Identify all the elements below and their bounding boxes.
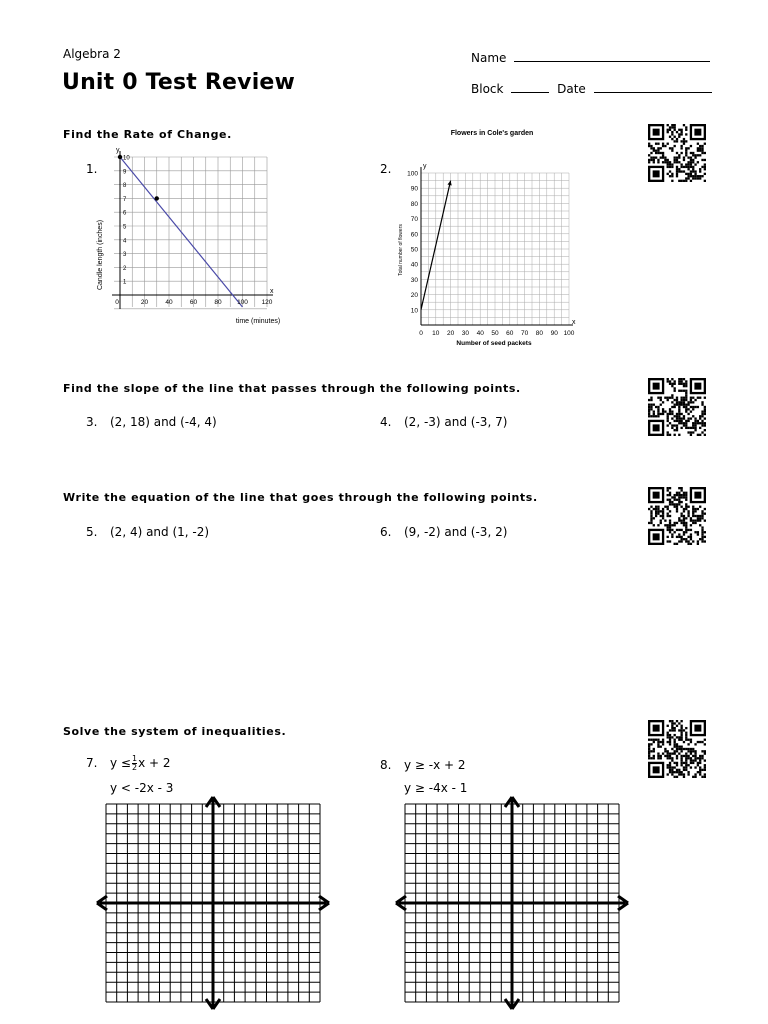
flowers-chart-xlabel: Number of seed packets (456, 340, 532, 347)
candle-chart-y-letter: y (116, 147, 120, 154)
candle-chart-marks (118, 155, 243, 307)
y-tick-label: 40 (410, 261, 418, 269)
y-tick-label: 2 (123, 265, 127, 272)
section-rate-of-change: Find the Rate of Change. (63, 128, 232, 141)
candle-chart-axes (112, 151, 273, 309)
x-tick-label: 40 (165, 299, 173, 306)
x-tick-label: 70 (520, 330, 529, 337)
problem-8-number: 8. (380, 758, 392, 772)
y-tick-label: 5 (123, 224, 127, 231)
y-tick-label: 10 (410, 307, 418, 315)
y-tick-label: 60 (410, 231, 418, 239)
flowers-chart-marks (421, 181, 452, 310)
section-system: Solve the system of inequalities. (63, 725, 287, 738)
block-date-row (471, 80, 712, 96)
data-point (118, 155, 122, 159)
y-tick-label: 50 (410, 246, 418, 254)
problem-7-fraction (132, 755, 137, 772)
name-blank[interactable] (514, 49, 710, 62)
problem-1-number: 1. (86, 162, 98, 176)
problem-7-number: 7. (86, 756, 98, 770)
x-tick-label: 100 (237, 299, 248, 306)
problem-8-line2: y ≥ -4x - 1 (404, 781, 468, 795)
candle-chart-tick-labels (115, 156, 273, 307)
y-tick-label: 80 (410, 200, 418, 208)
y-tick-label: 9 (123, 169, 127, 176)
x-tick-label: 100 (563, 330, 575, 337)
x-tick-label: 120 (261, 299, 273, 306)
page-title: Unit 0 Test Review (62, 70, 296, 95)
section-slope: Find the slope of the line that passes through the following points. (63, 382, 521, 395)
flowers-chart-y-letter: y (423, 163, 427, 170)
problem-7-line2: y < -2x - 3 (110, 781, 174, 795)
name-label: Name (471, 51, 507, 65)
flowers-chart-ylabel: Total number of flowers (398, 224, 404, 276)
y-tick-label: 4 (123, 238, 127, 245)
date-label: Date (557, 82, 586, 96)
date-blank[interactable] (594, 80, 712, 93)
problem-7-line1 (86, 755, 171, 772)
y-tick-label: 6 (123, 210, 127, 217)
y-tick-label: 20 (410, 292, 418, 300)
flowers-chart-tick-labels (407, 171, 575, 338)
y-tick-label: 1 (123, 279, 127, 286)
flowers-chart-grid (421, 173, 569, 325)
data-point (155, 196, 159, 200)
candle-chart-ylabel: Candle length (inches) (97, 219, 104, 291)
problem-4-number: 4. (380, 415, 392, 429)
course-name: Algebra 2 (63, 47, 121, 61)
problem-6-number: 6. (380, 525, 392, 539)
x-tick-label: 20 (446, 330, 455, 337)
coordinate-grid-8[interactable] (395, 796, 629, 1010)
problem-3-number: 3. (86, 415, 98, 429)
arrow-head (447, 181, 451, 186)
candle-chart-grid (114, 157, 267, 309)
problem-5-number: 5. (86, 525, 98, 539)
x-tick-label: 0 (115, 299, 119, 306)
x-tick-label: 60 (189, 299, 198, 306)
candle-chart (90, 145, 280, 325)
qr-code-icon[interactable] (648, 378, 706, 436)
name-row (471, 49, 710, 65)
block-blank[interactable] (511, 80, 549, 93)
coordinate-grid-7[interactable] (96, 796, 330, 1010)
x-tick-label: 30 (461, 330, 470, 337)
flowers-chart-axes (421, 167, 573, 325)
y-tick-label: 10 (123, 155, 130, 162)
y-tick-label: 3 (123, 252, 127, 259)
candle-chart-xlabel: time (minutes) (235, 318, 280, 325)
problem-2-number: 2. (380, 162, 392, 176)
block-label: Block (471, 82, 504, 96)
flowers-chart-x-letter: x (572, 319, 576, 326)
problem-6 (380, 525, 507, 539)
problem-4-text: (2, -3) and (-3, 7) (404, 415, 508, 429)
y-tick-label: 90 (410, 185, 418, 193)
y-tick-label: 8 (123, 183, 127, 190)
qr-code-icon[interactable] (648, 720, 706, 778)
x-tick-label: 90 (550, 330, 558, 337)
x-tick-label: 40 (476, 330, 484, 337)
problem-4 (380, 415, 507, 429)
y-tick-label: 7 (123, 196, 127, 203)
x-tick-label: 20 (140, 299, 149, 306)
problem-5-text: (2, 4) and (1, -2) (110, 525, 210, 539)
qr-code-icon[interactable] (648, 487, 706, 545)
problem-3-text: (2, 18) and (-4, 4) (110, 415, 217, 429)
x-tick-label: 0 (419, 330, 423, 337)
x-tick-label: 80 (214, 299, 222, 306)
y-tick-label: 30 (410, 276, 418, 284)
problem-3 (86, 415, 217, 429)
y-tick-label: 70 (410, 216, 418, 224)
problem-6-text: (9, -2) and (-3, 2) (404, 525, 508, 539)
flowers-chart-title: Flowers in Cole's garden (450, 130, 534, 137)
section-equation: Write the equation of the line that goes through the following points. (63, 491, 538, 504)
y-tick-label: 100 (407, 170, 418, 178)
problem-7-suffix: x + 2 (138, 756, 171, 770)
flowers-chart (395, 125, 585, 350)
problem-8-line1 (380, 758, 466, 772)
x-tick-label: 10 (432, 330, 440, 337)
x-tick-label: 80 (535, 330, 544, 337)
candle-chart-x-letter: x (270, 288, 274, 295)
problem-8-text: y ≥ -x + 2 (404, 758, 466, 772)
problem-5 (86, 525, 209, 539)
problem-7-prefix: y ≤ (110, 756, 131, 770)
x-tick-label: 60 (506, 330, 514, 337)
fraction-denominator: 2 (131, 763, 138, 772)
fraction-numerator: 1 (131, 754, 138, 763)
x-tick-label: 50 (491, 330, 499, 337)
qr-code-icon[interactable] (648, 124, 706, 182)
